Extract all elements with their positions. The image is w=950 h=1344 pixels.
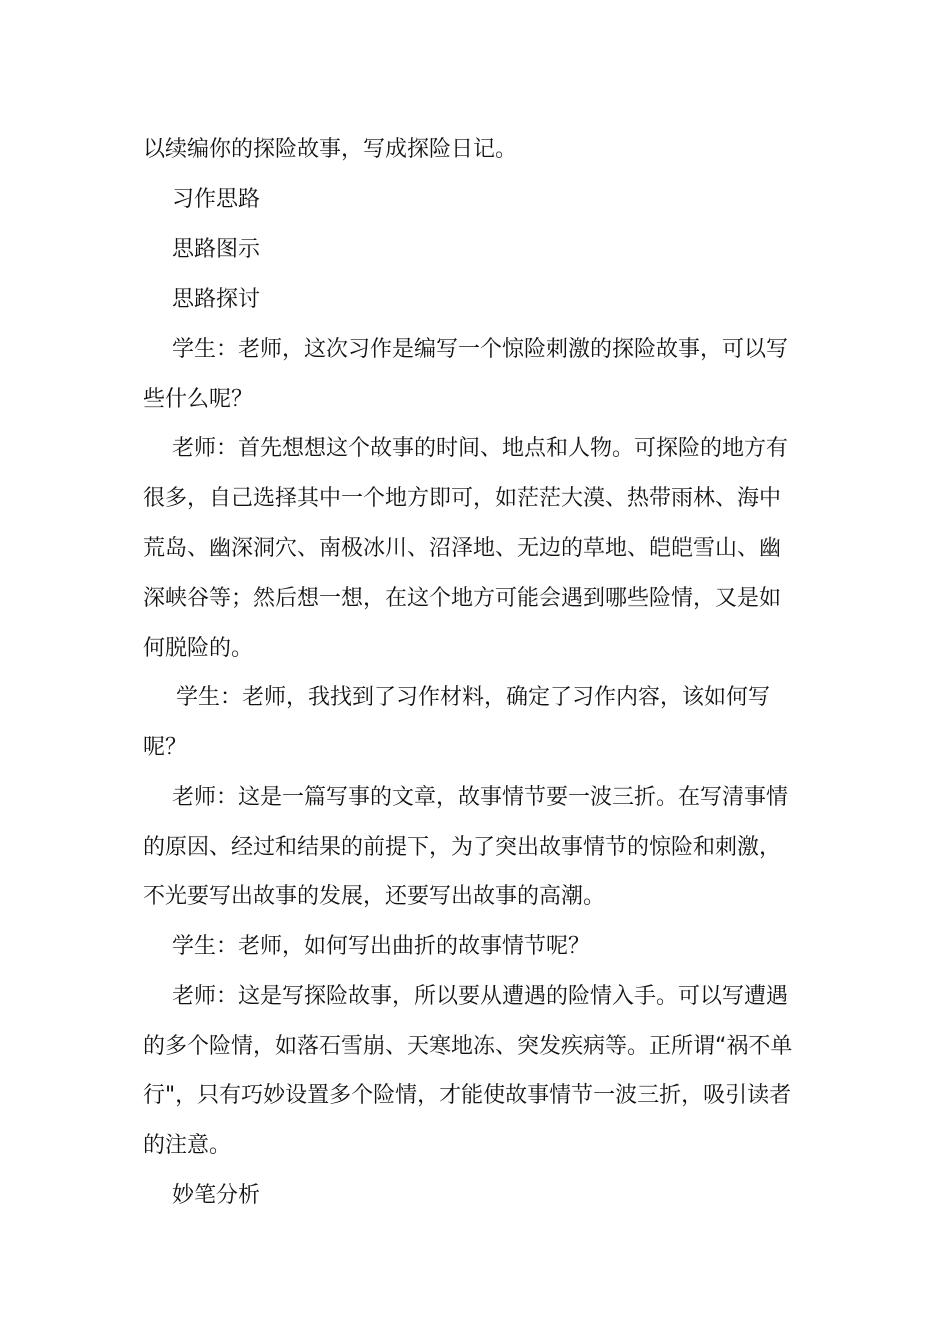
paragraph-line: 的注意。 (143, 1133, 232, 1158)
paragraph-line: 学生：老师，这次习作是编写一个惊险刺激的探险故事，可以写 (172, 337, 789, 362)
paragraph-line: 以续编你的探险故事，写成探险日记。 (143, 137, 518, 162)
section-heading-idea-discussion: 思路探讨 (172, 287, 261, 312)
paragraph-line: 学生：老师，如何写出曲折的故事情节呢？ (172, 934, 591, 959)
section-heading-writing-ideas: 习作思路 (172, 187, 261, 212)
paragraph-line: 呢？ (143, 735, 188, 760)
paragraph-line: 的原因、经过和结果的前提下，为了突出故事情节的惊险和刺激， (143, 835, 782, 860)
paragraph-line: 何脱险的。 (143, 636, 254, 661)
paragraph-line: 学生：老师，我找到了习作材料，确定了习作内容，该如何写 (176, 685, 771, 710)
paragraph-line: 很多，自己选择其中一个地方即可，如茫茫大漠、热带雨林、海中 (143, 486, 782, 511)
paragraph-line: 深峡谷等；然后想一想，在这个地方可能会遇到哪些险情，又是如 (143, 586, 782, 611)
paragraph-line: 老师：这是一篇写事的文章，故事情节要一波三折。在写清事情 (172, 785, 789, 810)
paragraph-line: 老师：首先想想这个故事的时间、地点和人物。可探险的地方有 (172, 436, 789, 461)
paragraph-line: 些什么呢？ (143, 387, 254, 412)
paragraph-line: 的多个险情，如落石雪崩、天寒地冻、突发疾病等。正所谓“祸不单 (143, 1034, 793, 1059)
paragraph-line: 荒岛、幽深洞穴、南极冰川、沼泽地、无边的草地、皑皑雪山、幽 (143, 536, 782, 561)
paragraph-line: 行"，只有巧妙设置多个险情，才能使故事情节一波三折，吸引读者 (143, 1083, 792, 1108)
paragraph-line: 老师：这是写探险故事，所以要从遭遇的险情入手。可以写遭遇 (172, 984, 789, 1009)
section-heading-idea-diagram: 思路图示 (172, 237, 261, 262)
paragraph-line: 不光要写出故事的发展，还要写出故事的高潮。 (143, 884, 606, 909)
section-heading-analysis: 妙笔分析 (172, 1183, 261, 1208)
